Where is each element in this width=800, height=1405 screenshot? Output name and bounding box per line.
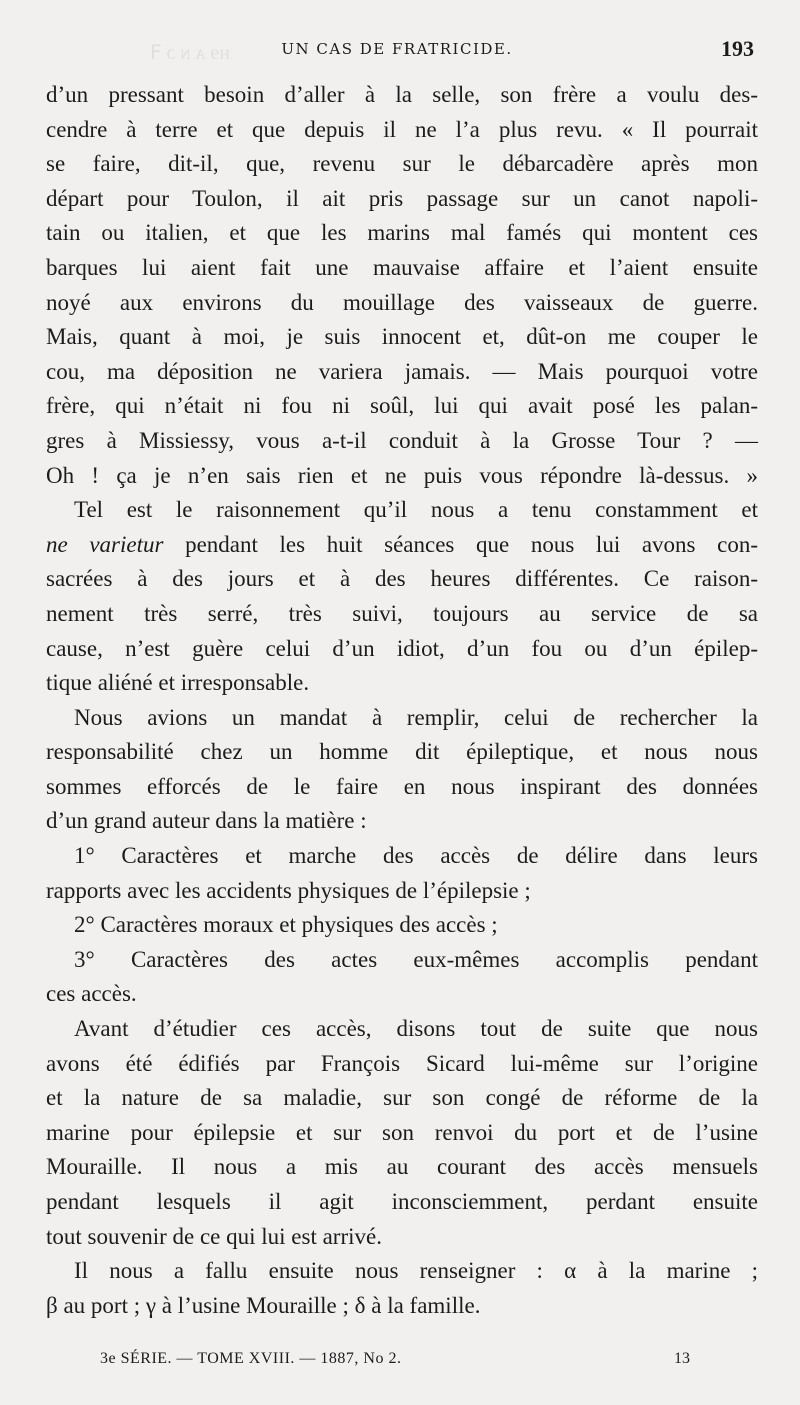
paragraph-end-line: tique aliéné et irresponsable. (46, 670, 310, 696)
text-line: ces accès. (46, 981, 137, 1007)
text-line: cendre à terre et que depuis il ne l’a plus revu. « Il pourrait (46, 116, 758, 142)
paragraph-end-line: β au port ; γ à l’usine Mouraille ; δ à la famille. (46, 1292, 481, 1318)
paragraph-start-line: Il nous a fallu ensuite nous renseigner : α à la marine ; (74, 1258, 758, 1284)
text-line: pendant les huit séances que nous lui avons con- (185, 531, 759, 557)
text-line: départ pour Toulon, il ait pris passage sur un canot napoli- (46, 185, 758, 211)
text-line: cause, n’est guère celui d’un idiot, d’un fou ou d’un épilep- (46, 635, 758, 661)
signature-mark: 13 (674, 1350, 690, 1367)
paragraph-end-line: d’un grand auteur dans la matière : (46, 808, 367, 834)
page-footer (100, 1350, 690, 1374)
paragraph-start-line: Tel est le raisonnement qu’il nous a tenu constamment et (74, 497, 758, 523)
paragraph-start-line: Nous avions un mandat à remplir, celui de rechercher la (74, 704, 758, 730)
show-through-text: ʜɘ ᴀ ɴ ɔ ꟻ (150, 42, 230, 64)
text-line: noyé aux environs du mouillage des vaisseaux de guerre. (46, 289, 758, 315)
text-line: et la nature de sa maladie, sur son congé de réforme de la (46, 1085, 758, 1111)
text-line: avons été édifiés par François Sicard lui-même sur l’origine (46, 1050, 758, 1076)
page-number: 193 (721, 36, 754, 61)
text-line: d’un pressant besoin d’aller à la selle, son frère a voulu des- (46, 82, 758, 107)
text-line-with-italic (46, 528, 758, 563)
paragraph-start-line: Avant d’étudier ces accès, disons tout de suite que nous (74, 1016, 758, 1042)
text-line: sacrées à des jours et à des heures différentes. Ce raison- (46, 566, 758, 592)
text-line: barques lui aient fait une mauvaise affaire et l’aient ensuite (46, 254, 758, 280)
text-line: pendant lesquels il agit inconsciemment, perdant ensuite (46, 1189, 758, 1214)
text-line: Mouraille. Il nous a mis au courant des accès mensuels (46, 1154, 758, 1180)
text-line: responsabilité chez un homme dit épileptique, et nous nous (46, 739, 758, 765)
series-info: 3e SÉRIE. — TOME XVIII. — 1887, No 2. (100, 1350, 402, 1367)
text-line: Mais, quant à moi, je suis innocent et, dût-on me couper le (46, 324, 758, 350)
text-line: rapports avec les accidents physiques de l’épilepsie ; (46, 877, 531, 903)
text-line: gres à Missiessy, vous a-t-il conduit à la Grosse Tour ? — (46, 427, 758, 453)
text-line: cou, ma déposition ne variera jamais. — Mais pourquoi votre (46, 358, 758, 384)
text-line: tain ou italien, et que les marins mal famés qui montent ces (46, 220, 758, 246)
italic-phrase: ne varietur (46, 531, 164, 557)
running-head: UN CAS DE FRATRICIDE. (281, 40, 513, 58)
page-header (40, 36, 754, 70)
text-line: se faire, dit-il, que, revenu sur le débarcadère après mon (46, 151, 758, 177)
text-line: marine pour épilepsie et sur son renvoi du port et de l’usine (46, 1119, 758, 1145)
list-item-1: 1° Caractères et marche des accès de délire dans leurs (74, 843, 758, 869)
text-line: sommes efforcés de le faire en nous inspirant des données (46, 773, 758, 799)
text-line: frère, qui n’était ni fou ni soûl, lui qui avait posé les palan- (46, 393, 758, 419)
text-line: Oh ! ça je n’en sais rien et ne puis vous répondre là-dessus. » (46, 462, 758, 488)
paragraph-end-line: tout souvenir de ce qui lui est arrivé. (46, 1223, 382, 1249)
list-item-3: 3° Caractères des actes eux-mêmes accomplis pendant (74, 946, 758, 972)
body-text (46, 78, 758, 1323)
list-item-2: 2° Caractères moraux et physiques des accès ; (74, 912, 498, 938)
text-line: nement très serré, très suivi, toujours au service de sa (46, 600, 758, 626)
